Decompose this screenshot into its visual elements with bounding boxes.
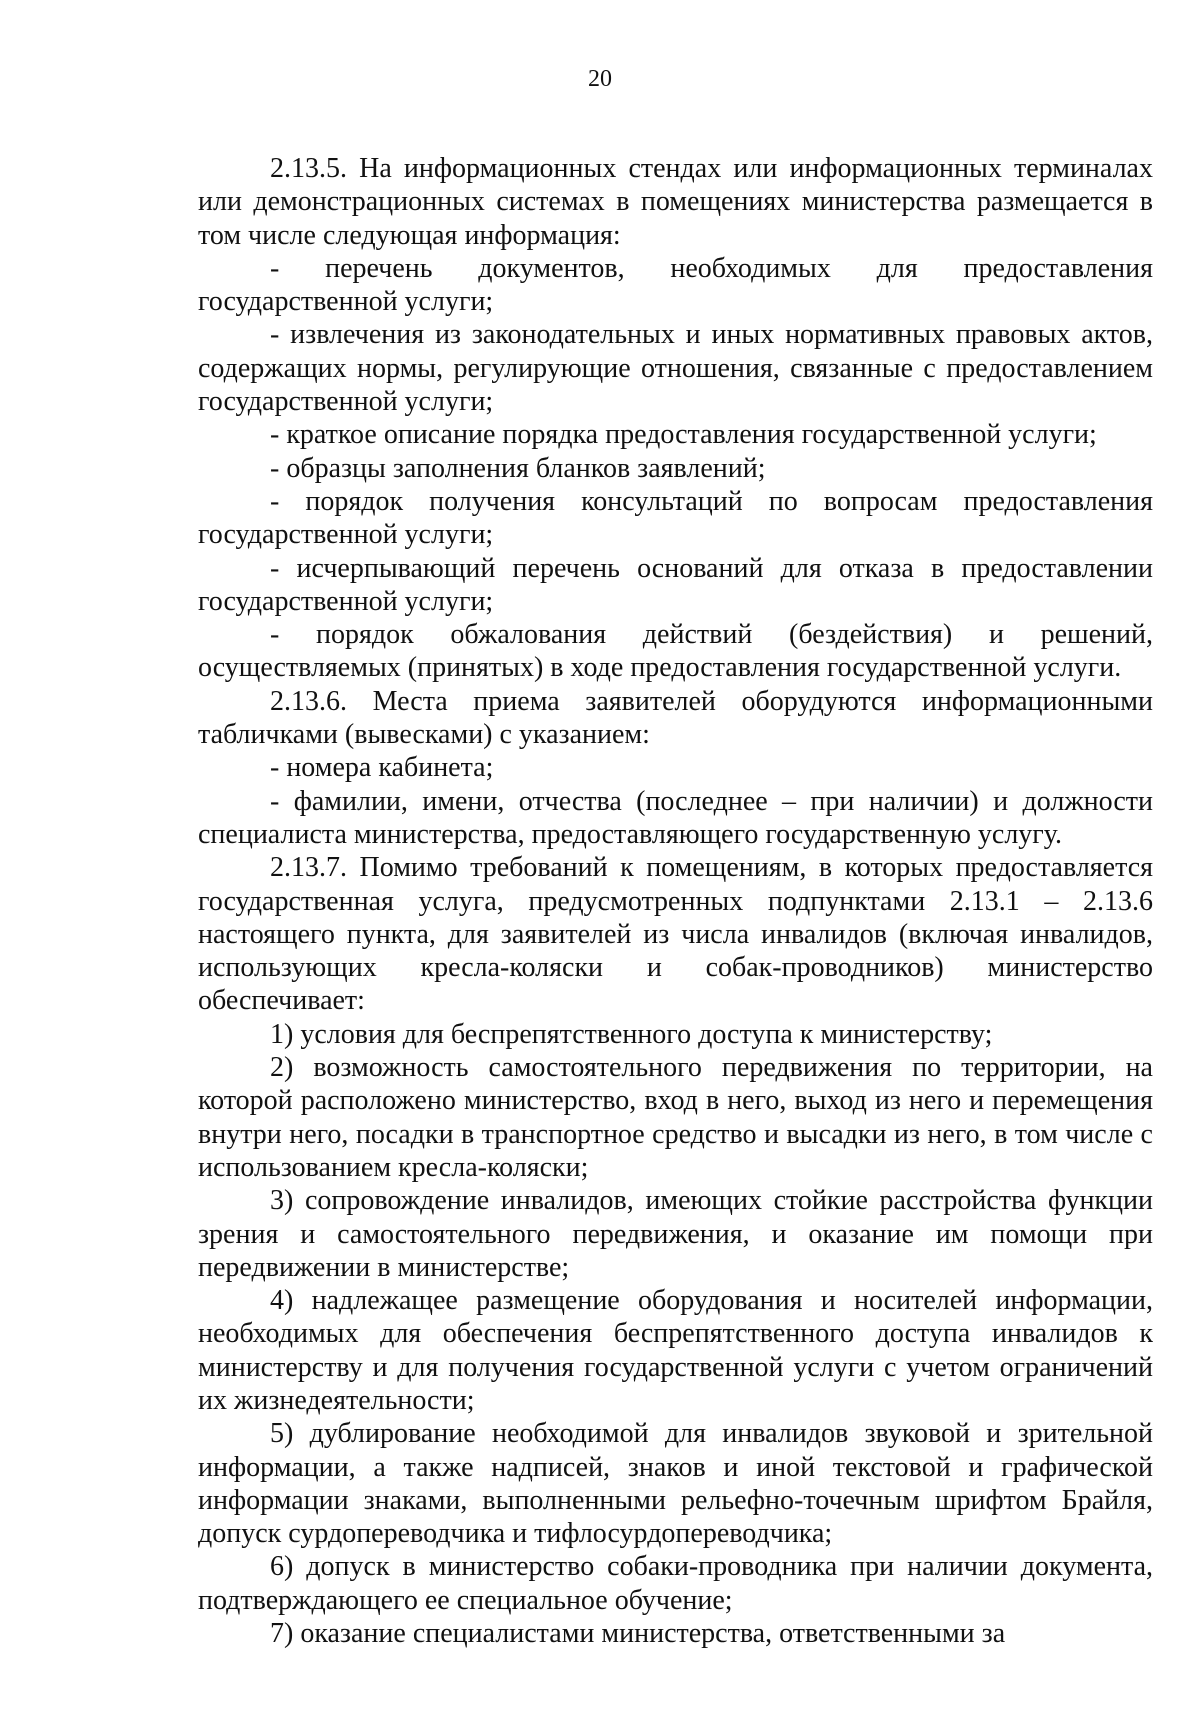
list-item-2-movement: 2) возможность самостоятельного передвижения по территории, на которой расположено министерство, вход в него, выход из него и перемещения внутри него, посадки в транспортное средство и высадки из него, в том числе с использованием кресла-коляски; bbox=[198, 1052, 1153, 1183]
page-number: 20 bbox=[588, 66, 612, 92]
list-item-office-number: - номера кабинета; bbox=[270, 752, 494, 784]
list-item-7-specialist-assistance: 7) оказание специалистами министерства, ответственными за bbox=[270, 1618, 1006, 1650]
paragraph-2-13-5: 2.13.5. На информационных стендах или информационных терминалах или демонстрационных системах в помещениях министерства размещается в том числе следующая информация: bbox=[198, 153, 1153, 251]
list-item-documents-list: - перечень документов, необходимых для предоставления государственной услуги; bbox=[198, 252, 1153, 318]
list-item-consultation-procedure: - порядок получения консультаций по вопросам предоставления государственной услуги; bbox=[198, 485, 1153, 551]
list-item-5-information-duplication: 5) дублирование необходимой для инвалидов звуковой и зрительной информации, а также надписей, знаков и иной текстовой и графической информации знаками, выполненными рельефно-точечным шрифтом Брайля, допуск сурдопереводчика и тифлосурдопереводчика; bbox=[198, 1418, 1153, 1550]
list-item-4-equipment-placement: 4) надлежащее размещение оборудования и носителей информации, необходимых для обеспечения беспрепятственного доступа инвалидов к министерству и для получения государственной услуги с учетом ограничений их жизнедеятельности; bbox=[198, 1285, 1153, 1416]
list-item-appeal-procedure: - порядок обжалования действий (бездействия) и решений, осуществляемых (принятых) в ходе предоставления государственной услуги. bbox=[198, 619, 1153, 684]
list-item-form-samples: - образцы заполнения бланков заявлений; bbox=[270, 452, 766, 484]
paragraph-2-13-7: 2.13.7. Помимо требований к помещениям, в которых предоставляется государственная услуга, предусмотренных подпунктами 2.13.1 – 2.13.6 настоящего пункта, для заявителей из числа инвалидов (включая инвалидов, использующих кресла-коляски и собак-проводников) министерство обеспечивает: bbox=[198, 852, 1153, 1017]
list-item-specialist-name: - фамилии, имени, отчества (последнее – при наличии) и должности специалиста министерства, предоставляющего государственную услугу. bbox=[198, 785, 1153, 850]
document-body bbox=[198, 152, 1153, 1650]
list-item-refusal-grounds: - исчерпывающий перечень оснований для отказа в предоставлении государственной услуги; bbox=[198, 552, 1153, 617]
list-item-6-guide-dog-admission: 6) допуск в министерство собаки-проводника при наличии документа, подтверждающего ее специальное обучение; bbox=[198, 1551, 1153, 1616]
list-item-1-access-conditions: 1) условия для беспрепятственного доступа к министерству; bbox=[270, 1018, 993, 1050]
list-item-procedure-description: - краткое описание порядка предоставления государственной услуги; bbox=[270, 419, 1097, 451]
list-item-legal-extracts: - извлечения из законодательных и иных нормативных правовых актов, содержащих нормы, регулирующие отношения, связанные с предоставлением государственной услуги; bbox=[198, 319, 1153, 418]
list-item-3-escort: 3) сопровождение инвалидов, имеющих стойкие расстройства функции зрения и самостоятельного передвижения, и оказание им помощи при передвижении в министерстве; bbox=[198, 1185, 1153, 1283]
paragraph-2-13-6: 2.13.6. Места приема заявителей оборудуются информационными табличками (вывесками) с указанием: bbox=[198, 685, 1153, 751]
